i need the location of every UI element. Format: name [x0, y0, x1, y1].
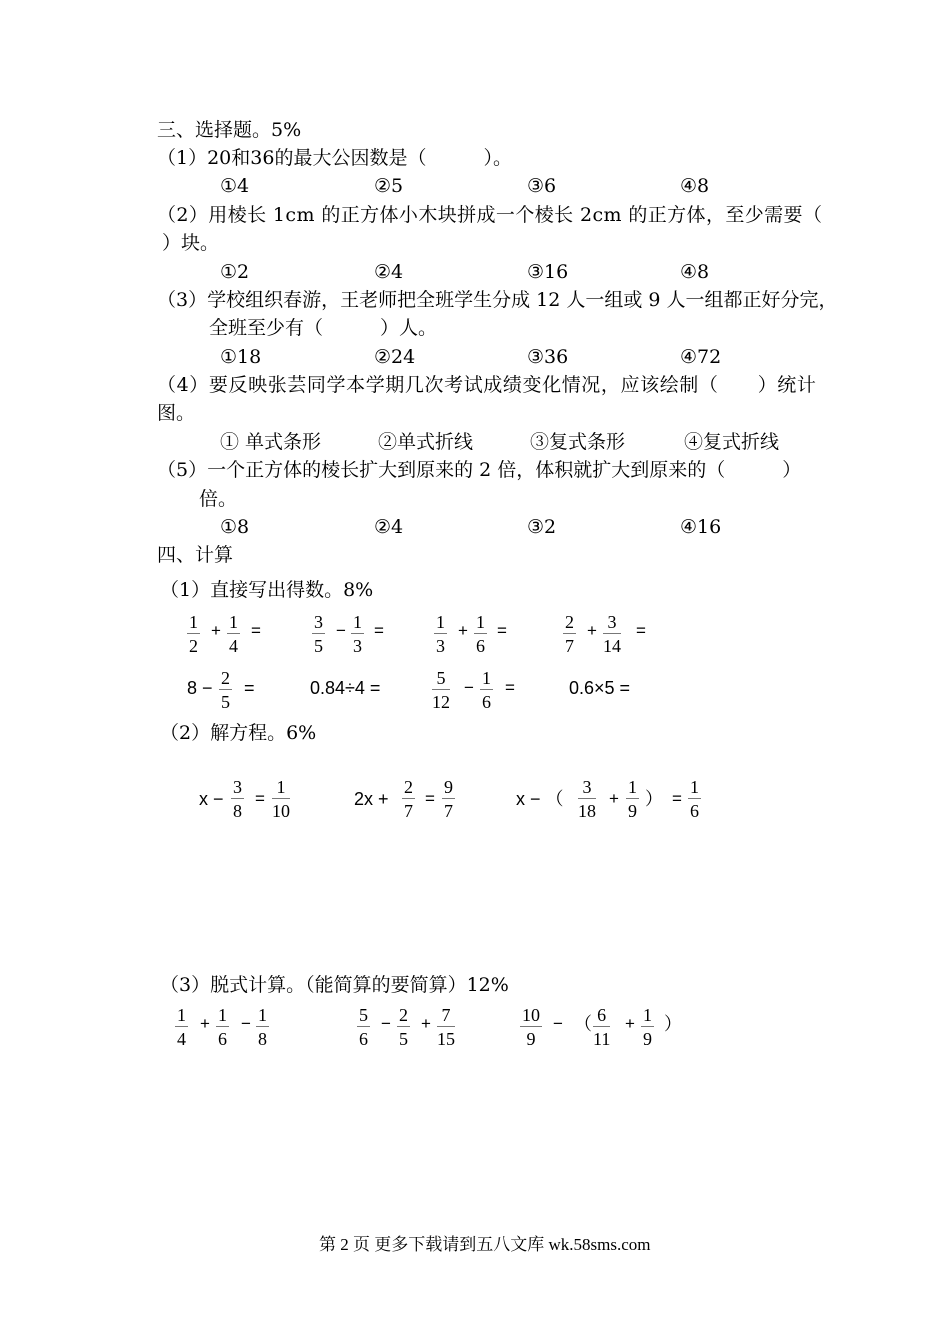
operator: +	[211, 621, 221, 640]
fraction: $\frac{2}{7}$	[565, 612, 574, 656]
operator: +	[609, 789, 619, 808]
question-2-cont: ）块。	[162, 232, 220, 254]
equals: =	[425, 789, 435, 808]
section-title-calc: 四、计算	[157, 544, 234, 566]
part3-title: （3）脱式计算。（能简算的要简算）12%	[160, 974, 509, 996]
fraction: $\frac{1}{4}$	[229, 612, 238, 656]
question-3: （3）学校组织春游，王老师把全班学生分成 12 人一组或 9 人一组都正好分完，	[157, 289, 838, 311]
fraction: $\frac{1}{6}$	[476, 612, 485, 656]
q2-option-1: ①2	[220, 261, 250, 283]
q3-option-4: ④72	[680, 346, 722, 368]
fraction: $\frac{1}{9}$	[628, 777, 637, 821]
equals: =	[255, 789, 265, 808]
q1-option-3: ③6	[527, 175, 557, 197]
q3-option-2: ②24	[374, 346, 416, 368]
operator: −	[553, 1014, 563, 1033]
operator: −	[464, 678, 474, 697]
equals: =	[672, 789, 682, 808]
q4-option-3: ③复式条形	[530, 431, 626, 453]
operator: −	[381, 1014, 391, 1033]
fraction: $\frac{1}{8}$	[258, 1005, 267, 1049]
fraction: $\frac{2}{5}$	[221, 668, 230, 712]
close-paren: ）	[645, 789, 663, 809]
fraction: $\frac{2}{5}$	[399, 1005, 408, 1049]
page-footer: 第 2 页 更多下载请到五八文库 wk.58sms.com	[319, 1235, 651, 1254]
fraction: $\frac{3}{5}$	[314, 612, 323, 656]
equation-lead: 2x +	[354, 789, 389, 809]
operator: +	[587, 621, 597, 640]
operator: −	[336, 621, 346, 640]
question-4: （4）要反映张芸同学本学期几次考试成绩变化情况，应该绘制（ ）统计	[157, 374, 817, 396]
close-paren: ）	[664, 1014, 682, 1034]
equation-lead: x −	[199, 789, 224, 809]
q1-option-4: ④8	[680, 175, 710, 197]
fraction: $\frac{5}{12}$	[432, 668, 450, 712]
part1-title: （1）直接写出得数。8%	[160, 579, 374, 601]
equals: =	[497, 621, 507, 640]
q2-option-2: ②4	[374, 261, 404, 283]
fraction: $\frac{1}{4}$	[177, 1005, 186, 1049]
operator: +	[200, 1014, 210, 1033]
fraction: $\frac{1}{6}$	[218, 1005, 227, 1049]
q5-option-2: ②4	[374, 516, 404, 538]
operator: +	[625, 1014, 635, 1033]
fraction: $\frac{7}{15}$	[437, 1005, 455, 1049]
fraction: $\frac{5}{6}$	[359, 1005, 368, 1049]
q1-option-2: ②5	[374, 175, 404, 197]
fraction: $\frac{3}{18}$	[578, 777, 596, 821]
q3-option-1: ①18	[220, 346, 262, 368]
expression: 0.6×5 =	[569, 678, 631, 698]
expression-lead: 8 −	[187, 678, 213, 698]
q5-option-3: ③2	[527, 516, 557, 538]
q5-option-1: ①8	[220, 516, 250, 538]
question-2: （2）用棱长 1cm 的正方体小木块拼成一个棱长 2cm 的正方体，至少需要（	[157, 204, 823, 226]
question-3-cont: 全班至少有（ ）人。	[209, 317, 438, 339]
q4-option-4: ④复式折线	[684, 431, 780, 453]
q3-option-3: ③36	[527, 346, 569, 368]
fraction: $\frac{2}{7}$	[404, 777, 413, 821]
q1-option-1: ①4	[220, 175, 250, 197]
fraction: $\frac{1}{6}$	[482, 668, 491, 712]
operator: −	[241, 1014, 251, 1033]
question-5: （5）一个正方体的棱长扩大到原来的 2 倍，体积就扩大到原来的（ ）	[157, 459, 802, 481]
fraction: $\frac{3}{8}$	[233, 777, 242, 821]
expression: 0.84÷4 =	[310, 678, 381, 698]
operator: +	[421, 1014, 431, 1033]
question-4-cont: 图。	[157, 402, 196, 424]
equals: =	[251, 621, 261, 640]
equals: =	[636, 621, 646, 640]
open-paren: （	[574, 1014, 592, 1034]
fraction: $\frac{1}{3}$	[436, 612, 445, 656]
equals: =	[505, 678, 515, 697]
fraction: $\frac{1}{2}$	[189, 612, 198, 656]
fraction: $\frac{3}{14}$	[603, 612, 621, 656]
q2-option-3: ③16	[527, 261, 569, 283]
question-5-cont: 倍。	[199, 488, 238, 510]
equals: =	[244, 678, 255, 698]
fraction: $\frac{10}{9}$	[522, 1005, 540, 1049]
part2-title: （2）解方程。6%	[160, 722, 317, 744]
fraction: $\frac{1}{6}$	[690, 777, 699, 821]
fraction: $\frac{1}{9}$	[643, 1005, 652, 1049]
equation-lead: x − （	[516, 789, 564, 809]
fraction: $\frac{9}{7}$	[444, 777, 453, 821]
fraction: $\frac{1}{3}$	[353, 612, 362, 656]
q2-option-4: ④8	[680, 261, 710, 283]
fraction: $\frac{1}{10}$	[272, 777, 290, 821]
equals: =	[374, 621, 384, 640]
q4-option-2: ②单式折线	[378, 431, 474, 453]
operator: +	[458, 621, 468, 640]
question-1: （1）20和36的最大公因数是（ ）。	[157, 147, 512, 169]
q5-option-4: ④16	[680, 516, 722, 538]
fraction: $\frac{6}{11}$	[593, 1005, 611, 1049]
section-title-choice: 三、选择题。5%	[157, 119, 302, 141]
q4-option-1: ① 单式条形	[220, 431, 322, 453]
